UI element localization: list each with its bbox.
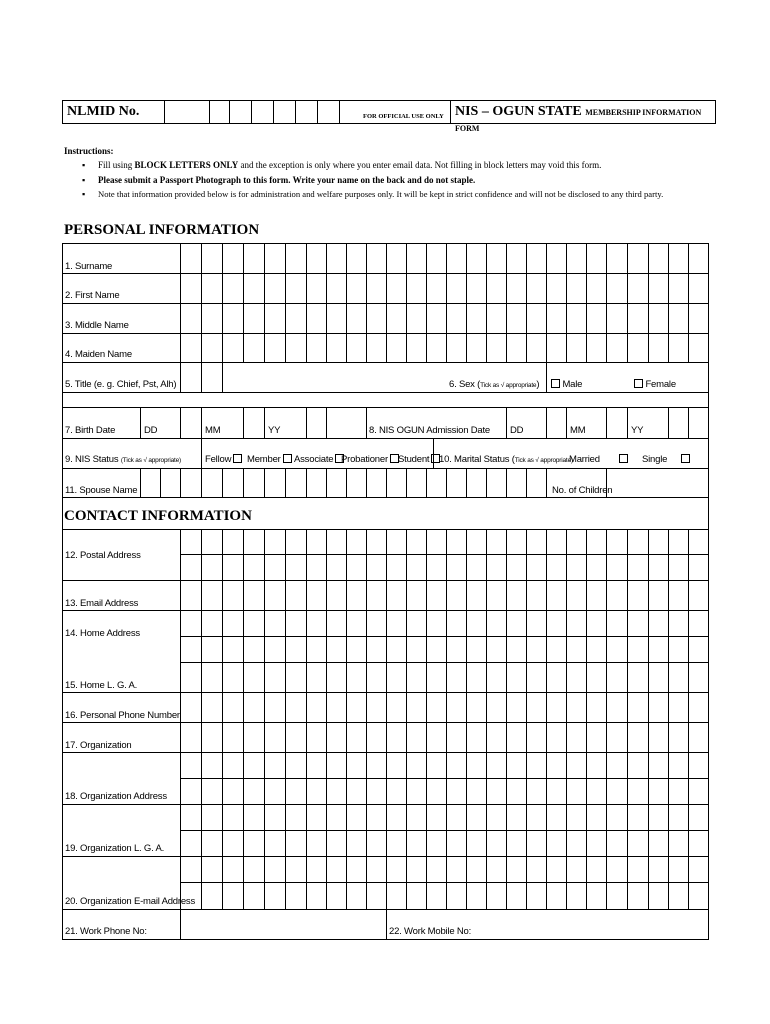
form-title: NIS – OGUN STATE MEMBERSHIP INFORMATION FORM <box>455 104 702 133</box>
instruction-item-1: Fill using BLOCK LETTERS ONLY and the exception is only where you enter email data. Not filling in block letters may void this form. <box>98 160 602 170</box>
status-member-option[interactable]: Member <box>247 454 292 465</box>
instruction-bullet: ▪ <box>82 189 86 199</box>
first-name-label: 2. First Name <box>65 290 120 301</box>
status-probationer-option[interactable]: Probationer <box>341 454 399 465</box>
instruction-item-2: Please submit a Passport Photograph to this form. Write your name on the back and do not staple. <box>98 175 476 185</box>
birth-yy-label: YY <box>268 425 281 436</box>
home-lga-label: 15. Home L. G. A. <box>65 680 138 691</box>
nlmid-label: NLMID No. <box>67 104 140 119</box>
status-student-option[interactable]: Student <box>398 454 440 465</box>
organization-label: 17. Organization <box>65 740 132 751</box>
organization-email-label: 20. Organization E-mail Address <box>65 896 196 907</box>
single-checkbox[interactable] <box>681 454 690 463</box>
children-count-label: No. of Children <box>552 485 613 496</box>
organization-lga-label: 19. Organization L. G. A. <box>65 843 165 854</box>
marital-married-option[interactable]: Married <box>569 454 628 465</box>
instruction-item-3: Note that information provided below is for administration and welfare purposes only. It will be kept in strict confidence and will not be disclosed to any third party. <box>98 189 664 199</box>
title-label: 5. Title (e. g. Chief, Pst, Alh) <box>65 379 177 390</box>
female-checkbox[interactable] <box>634 379 643 388</box>
contact-information-heading: CONTACT INFORMATION <box>64 508 252 524</box>
personal-information-heading: PERSONAL INFORMATION <box>64 222 260 238</box>
personal-phone-label: 16. Personal Phone Number <box>65 710 180 721</box>
sex-label: 6. Sex (Tick as √ appropriate) <box>449 379 540 390</box>
home-address-label: 14. Home Address <box>65 628 140 639</box>
work-mobile-label: 22. Work Mobile No: <box>389 926 472 937</box>
sex-female-option[interactable]: Female <box>632 379 676 390</box>
postal-address-label: 12. Postal Address <box>65 550 141 561</box>
spouse-name-label: 11. Spouse Name <box>65 485 138 496</box>
official-use-label: FOR OFFICIAL USE ONLY <box>363 113 444 120</box>
birth-date-label: 7. Birth Date <box>65 425 116 436</box>
nis-status-label: 9. NIS Status (Tick as √ appropriate) <box>65 454 181 465</box>
admission-dd-label: DD <box>510 425 524 436</box>
instruction-bullet: ▪ <box>82 160 86 170</box>
maiden-name-label: 4. Maiden Name <box>65 349 132 360</box>
sex-male-option[interactable]: Male <box>549 379 582 390</box>
work-phone-label: 21. Work Phone No: <box>65 926 147 937</box>
married-checkbox[interactable] <box>619 454 628 463</box>
admission-date-label: 8. NIS OGUN Admission Date <box>369 425 490 436</box>
status-associate-option[interactable]: Associate <box>294 454 344 465</box>
instruction-bullet: ▪ <box>82 175 86 185</box>
surname-label: 1. Surname <box>65 261 113 272</box>
member-checkbox[interactable] <box>283 454 292 463</box>
admission-mm-label: MM <box>570 425 586 436</box>
status-fellow-option[interactable]: Fellow <box>205 454 242 465</box>
marital-status-label: 10. Marital Status (Tick as √ appropriate) <box>439 454 573 465</box>
instructions-heading: Instructions: <box>64 146 114 156</box>
email-address-label: 13. Email Address <box>65 598 139 609</box>
birth-dd-label: DD <box>144 425 158 436</box>
male-checkbox[interactable] <box>551 379 560 388</box>
birth-mm-label: MM <box>205 425 221 436</box>
organization-address-label: 18. Organization Address <box>65 791 167 802</box>
fellow-checkbox[interactable] <box>233 454 242 463</box>
middle-name-label: 3. Middle Name <box>65 320 129 331</box>
admission-yy-label: YY <box>631 425 644 436</box>
marital-single-option[interactable]: Single <box>642 454 690 465</box>
